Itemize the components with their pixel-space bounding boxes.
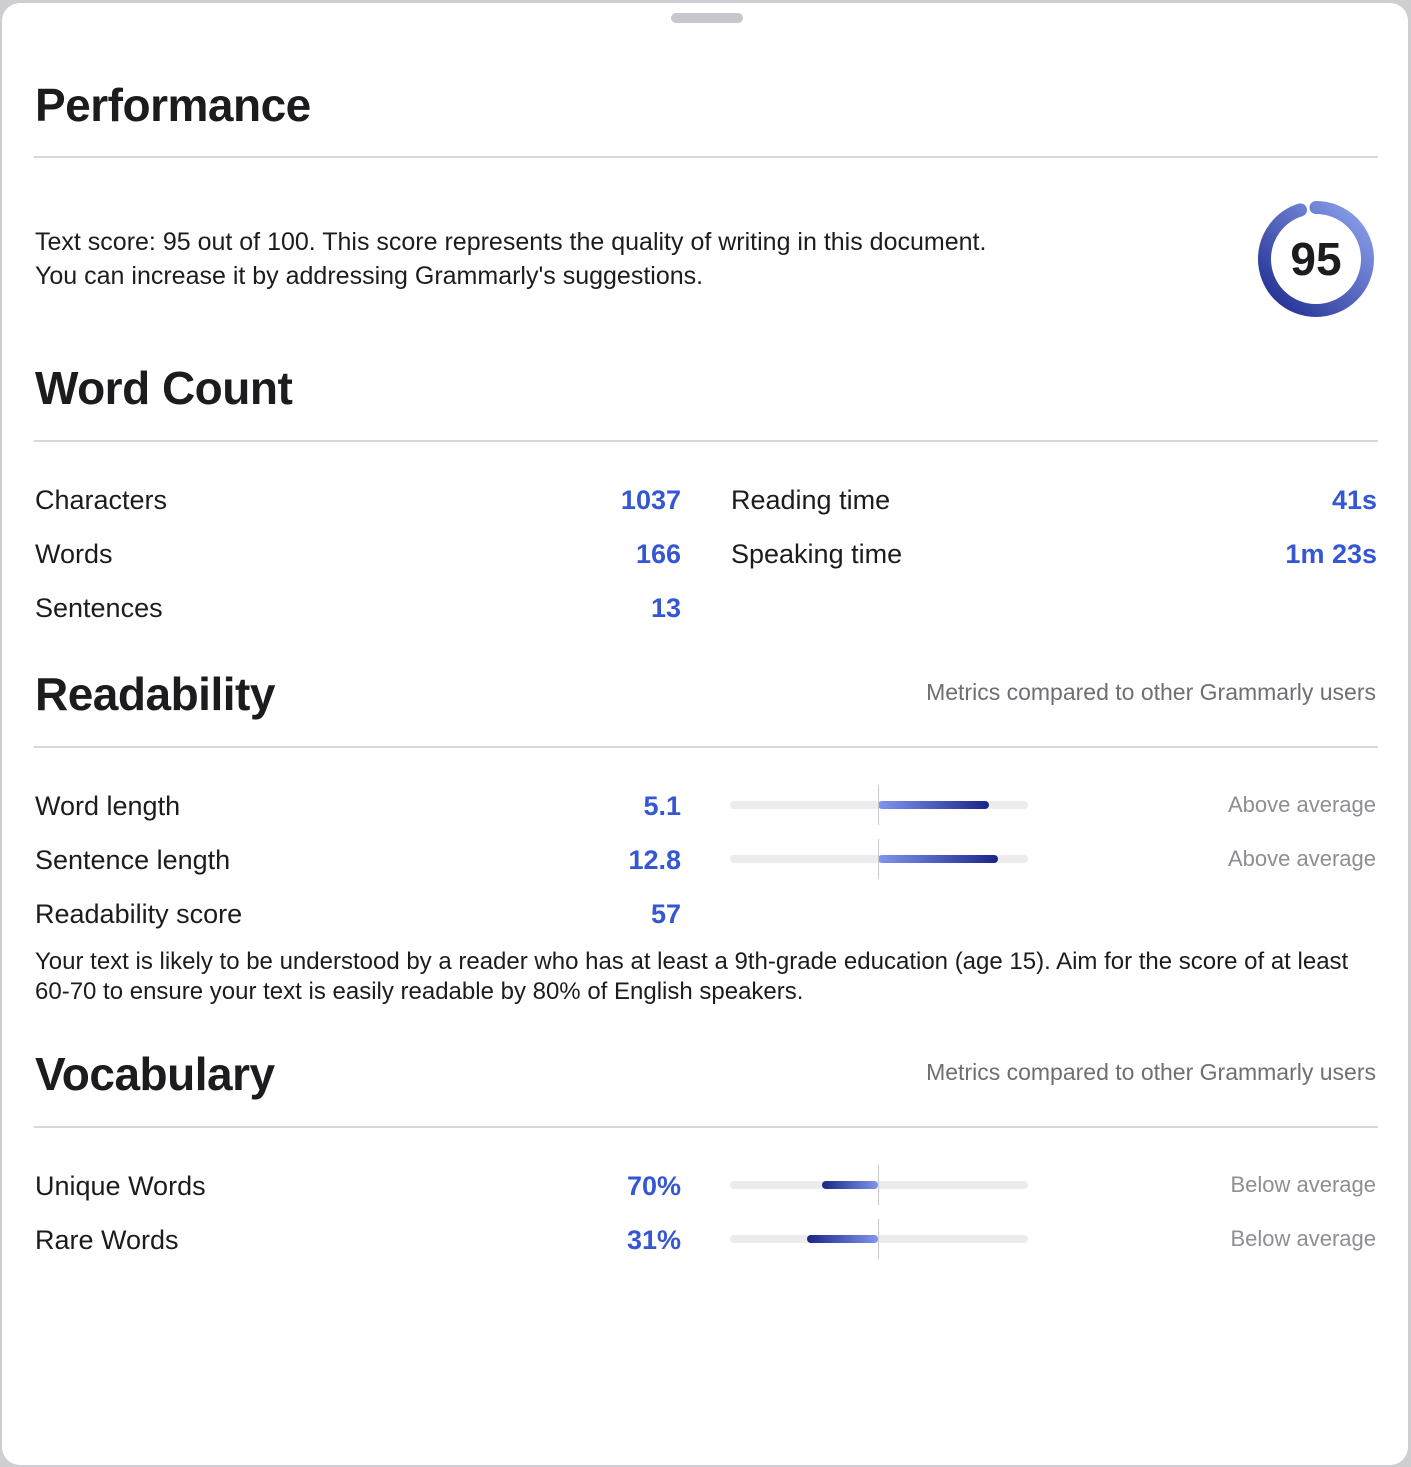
metric-value: 5.1: [643, 791, 681, 821]
divider: [34, 746, 1378, 748]
comparison-bar-fill: [807, 1235, 878, 1243]
comparison-bar-fill: [822, 1181, 878, 1189]
word-count-title: Word Count: [35, 362, 293, 414]
vocabulary-subtitle: Metrics compared to other Grammarly users: [926, 1059, 1376, 1085]
stat-label: Characters: [35, 485, 168, 515]
average-marker: [878, 1219, 879, 1259]
divider: [34, 440, 1378, 442]
readability-note: Your text is likely to be understood by a reader who has at least a 9th-grade education (age 15). Aim for the score of at least 60-70 to ensure your text is easily readable by 80% of English speakers.: [35, 948, 1349, 1005]
metric-label: Sentence length: [35, 845, 231, 875]
stat-row-characters: [35, 480, 681, 520]
comparison-label: Below average: [1230, 1226, 1376, 1251]
metric-value: 31%: [626, 1225, 681, 1255]
metric-row-readability-score: [35, 894, 681, 934]
comparison-label: Above average: [1228, 792, 1376, 817]
comparison-label: Below average: [1230, 1172, 1376, 1197]
sheet-grabber-handle[interactable]: [671, 13, 743, 23]
metric-label: Rare Words: [35, 1225, 179, 1255]
metric-label: Readability score: [35, 899, 243, 929]
average-marker: [878, 839, 879, 879]
stat-row-reading-time: [731, 480, 1377, 520]
performance-sheet: [2, 3, 1408, 1465]
performance-title: Performance: [35, 79, 311, 131]
stat-value: 166: [635, 539, 681, 569]
stat-value: 13: [650, 593, 681, 623]
metric-row-rare-words: [35, 1220, 681, 1260]
divider: [34, 1126, 1378, 1128]
metric-value: 12.8: [628, 845, 681, 875]
stat-value: 1037: [620, 485, 681, 515]
readability-subtitle: Metrics compared to other Grammarly users: [926, 679, 1376, 705]
stat-label: Words: [35, 539, 113, 569]
metric-row-unique-words: [35, 1166, 681, 1206]
metric-row-sentence-length: [35, 840, 681, 880]
stat-label: Speaking time: [731, 539, 903, 569]
readability-title: Readability: [35, 668, 275, 720]
metric-row-word-length: [35, 786, 681, 826]
metric-value: 70%: [626, 1171, 681, 1201]
average-marker: [878, 1165, 879, 1205]
comparison-bar: [730, 1235, 1028, 1243]
score-ring: [1255, 198, 1377, 320]
stat-value: 41s: [1331, 485, 1377, 515]
text-score-description: [35, 225, 1215, 293]
average-marker: [878, 785, 879, 825]
stat-label: Sentences: [35, 593, 163, 623]
comparison-bar: [730, 855, 1028, 863]
stat-value: 1m 23s: [1285, 539, 1377, 569]
stat-row-words: [35, 534, 681, 574]
score-value: 95: [1290, 233, 1342, 285]
text-score-description-line-2: You can increase it by addressing Grammarly's suggestions.: [35, 262, 704, 290]
comparison-label: Above average: [1228, 846, 1376, 871]
metric-label: Unique Words: [35, 1171, 206, 1201]
stat-row-sentences: [35, 588, 681, 628]
metric-value: 57: [650, 899, 681, 929]
text-score-description-line-1: Text score: 95 out of 100. This score represents the quality of writing in this document.: [35, 228, 987, 256]
comparison-bar-fill: [878, 801, 989, 809]
vocabulary-title: Vocabulary: [35, 1048, 275, 1100]
comparison-bar: [730, 1181, 1028, 1189]
stat-row-speaking-time: [731, 534, 1377, 574]
comparison-bar: [730, 801, 1028, 809]
metric-label: Word length: [35, 791, 181, 821]
divider: [34, 156, 1378, 158]
stat-label: Reading time: [731, 485, 891, 515]
comparison-bar-fill: [878, 855, 998, 863]
